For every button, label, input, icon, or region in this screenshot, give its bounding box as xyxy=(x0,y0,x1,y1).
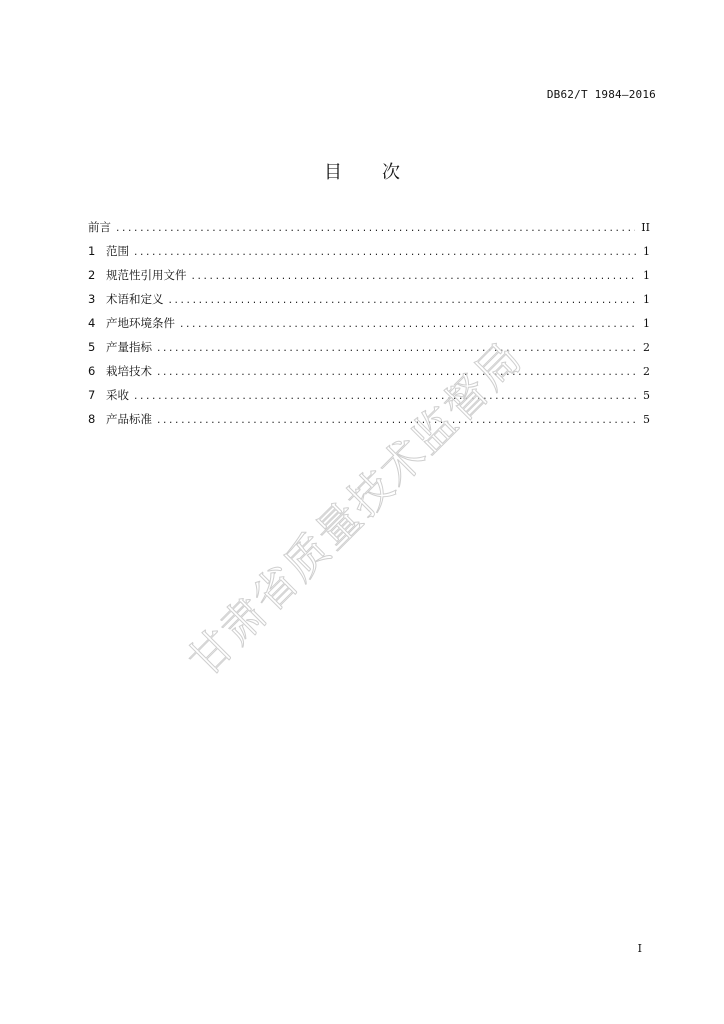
toc-entry-title: 产品标准 xyxy=(106,412,152,426)
toc-entry-number: 4 xyxy=(88,316,96,330)
toc-entry-title: 规范性引用文件 xyxy=(106,268,187,282)
toc-entry-page: 2 xyxy=(643,341,650,354)
toc-entry-scope[interactable] xyxy=(88,243,650,267)
toc-entry-terms-definitions[interactable] xyxy=(88,291,650,315)
toc-entry-title: 范围 xyxy=(106,244,129,258)
toc-leader-dots xyxy=(133,248,637,258)
toc-leader-dots xyxy=(133,392,637,402)
toc-entry-page: II xyxy=(641,221,650,234)
toc-entry-title: 采收 xyxy=(106,388,129,402)
toc-heading-right: 次 xyxy=(382,162,400,183)
toc-entry-number: 7 xyxy=(88,388,96,402)
toc-entry-harvest[interactable] xyxy=(88,387,650,411)
toc-leader-dots xyxy=(115,224,635,234)
toc-leader-dots xyxy=(168,296,638,306)
watermark: 甘肃省质量技术监督局 xyxy=(179,332,533,687)
toc-heading xyxy=(0,158,724,184)
toc-entry-title: 产量指标 xyxy=(106,340,152,354)
page-number: I xyxy=(637,942,642,955)
toc-entry-number: 6 xyxy=(88,364,96,378)
toc-entry-product-standard[interactable] xyxy=(88,411,650,435)
toc-entry-title: 产地环境条件 xyxy=(106,316,175,330)
toc-entry-number: 8 xyxy=(88,412,96,426)
toc-leader-dots xyxy=(156,368,637,378)
toc-entry-number: 1 xyxy=(88,244,96,258)
toc-entry-title: 术语和定义 xyxy=(106,292,164,306)
toc-entry-page: 5 xyxy=(643,413,650,426)
toc-entry-page: 5 xyxy=(643,389,650,402)
toc-entry-number: 2 xyxy=(88,268,96,282)
toc-leader-dots xyxy=(191,272,638,282)
toc-entry-page: 2 xyxy=(643,365,650,378)
toc-entry-number: 3 xyxy=(88,292,96,306)
toc-entry-page: 1 xyxy=(643,317,650,330)
toc-entry-number: 5 xyxy=(88,340,96,354)
toc-entry-environment[interactable] xyxy=(88,315,650,339)
toc-entry-cultivation[interactable] xyxy=(88,363,650,387)
toc-entry-page: 1 xyxy=(643,293,650,306)
toc-heading-left: 目 xyxy=(324,162,342,183)
toc-entry-foreword[interactable] xyxy=(88,219,650,243)
table-of-contents xyxy=(88,219,650,435)
toc-leader-dots xyxy=(179,320,637,330)
toc-entry-page: 1 xyxy=(643,269,650,282)
toc-entry-title: 前言 xyxy=(88,220,111,234)
toc-entry-yield[interactable] xyxy=(88,339,650,363)
toc-entry-title: 栽培技术 xyxy=(106,364,152,378)
toc-leader-dots xyxy=(156,344,637,354)
toc-entry-page: 1 xyxy=(643,245,650,258)
document-code: DB62/T 1984—2016 xyxy=(546,88,656,101)
toc-entry-normative-references[interactable] xyxy=(88,267,650,291)
